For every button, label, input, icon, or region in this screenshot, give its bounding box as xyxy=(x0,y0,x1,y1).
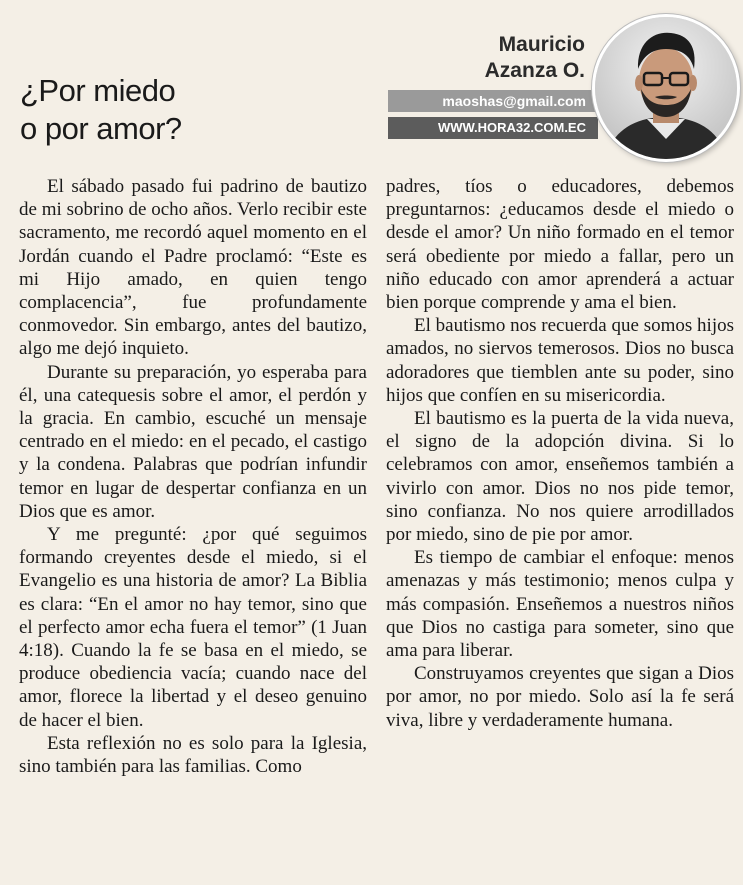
paragraph: Durante su preparación, yo esperaba para él, una catequesis sobre el amor, el perdón y la gracia. En cambio, escuché un mensaje centrado en el miedo: en el pecado, el castigo y la condena. Palabras que podrían infundir temor en lugar de despertar confianza en un Dios que es amor. xyxy=(19,361,367,522)
paragraph: Y me pregunté: ¿por qué seguimos formando creyentes desde el miedo, si el Evangelio es una historia de amor? La Biblia es clara: “En el amor no hay temor, sino que el perfecto amor echa fuera el temor” (1 Juan 4:18). Cuando la fe se basa en el miedo, se produce obediencia vacía; cuando nace del amor, florece la libertad y el deseo genuino de hacer el bien. xyxy=(19,524,367,731)
paragraph: El sábado pasado fui padrino de bautizo de mi sobrino de ocho años. Verlo recibir este sacramento, me recordó aquel momento en el Jordán cuando el Padre proclamó: “Este es mi Hijo amado, en quien tengo complacencia”, fue profundamente conmovedor. Sin embargo, antes del bautizo, algo me dejó inquieto. xyxy=(19,176,367,360)
paragraph-continued: padres, tíos o educadores, debemos preguntarnos: ¿educamos desde el miedo o desde el amor? Un niño formado en el temor será obediente por miedo a fallar, pero un niño educado con amor aprenderá a actuar bien porque comprende y ama el bien. xyxy=(386,176,734,314)
author-last-name: Azanza O. xyxy=(484,59,585,82)
paragraph: Es tiempo de cambiar el enfoque: menos amenazas y más testimonio; menos culpa y más compasión. Enseñemos a nuestros niños que Dios no castiga para someter, sino que ama para liberar. xyxy=(386,547,734,662)
title-line-2: o por amor? xyxy=(20,111,182,146)
author-first-name: Mauricio xyxy=(498,33,585,56)
paragraph: El bautismo nos recuerda que somos hijos amados, no siervos temerosos. Dios no busca adoradores que tiemblen ante su poder, sino hijos que confíen en su misericordia. xyxy=(386,315,734,406)
paragraph: El bautismo es la puerta de la vida nueva, el signo de la adopción divina. Si lo celebramos con amor, enseñemos también a vivirlo con amor. Dios no nos pide temor, sino confianza. No nos quiere arrodillados por miedo, sino de pie por amor. xyxy=(386,408,734,546)
article-column-left xyxy=(19,175,367,778)
website-link: WWW.HORA32.COM.EC xyxy=(437,120,586,135)
paragraph: Construyamos creyentes que sigan a Dios por amor, no por miedo. Solo así la fe será viva, libre y verdaderamente humana. xyxy=(386,663,734,731)
article-column-right xyxy=(386,175,734,732)
website-bar xyxy=(388,117,598,139)
author-portrait-image xyxy=(595,17,737,159)
author-photo xyxy=(592,14,740,162)
article-title xyxy=(20,72,182,148)
author-email-bar xyxy=(388,90,598,112)
title-line-1: ¿Por miedo xyxy=(20,73,176,108)
paragraph: Esta reflexión no es solo para la Iglesia, sino también para las familias. Como xyxy=(19,732,367,778)
author-byline xyxy=(485,32,585,84)
author-email: maoshas@gmail.com xyxy=(442,93,586,109)
